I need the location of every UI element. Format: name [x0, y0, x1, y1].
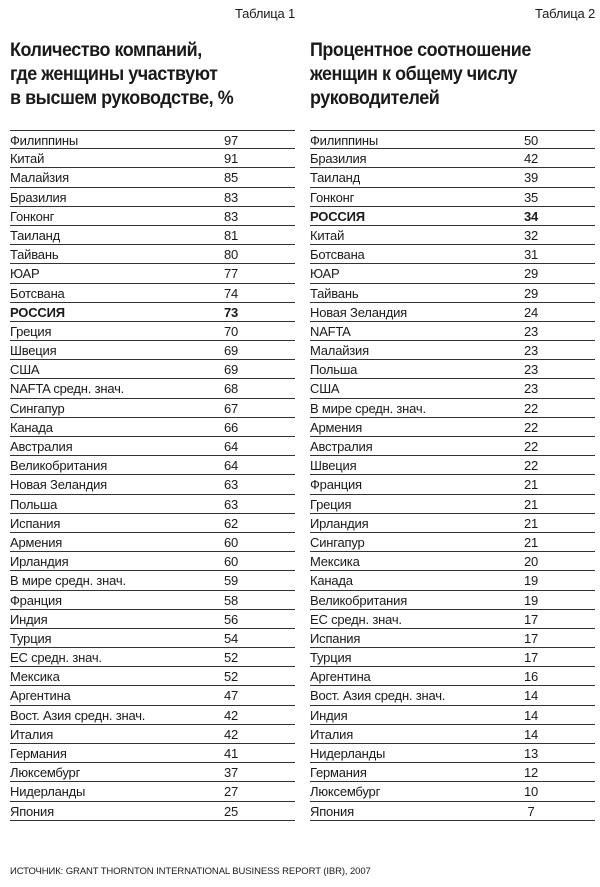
- country-name: Япония: [10, 803, 54, 819]
- value-cell: 83: [223, 208, 239, 224]
- value-cell: 27: [223, 784, 239, 800]
- country-name: ЮАР: [10, 266, 40, 282]
- country-name: ЕС средн. знач.: [10, 650, 102, 666]
- value-cell: 22: [523, 458, 539, 474]
- value-cell: 42: [523, 151, 539, 167]
- table-row: [310, 744, 595, 763]
- country-name: Ирландия: [310, 515, 369, 531]
- source-note: ИСТОЧНИК: GRANT THORNTON INTERNATIONAL BUSINESS REPORT (IBR), 2007: [10, 866, 371, 877]
- value-cell: 80: [223, 247, 239, 263]
- country-name: Гонконг: [10, 208, 55, 224]
- country-name: В мире средн. знач.: [10, 573, 126, 589]
- country-name: Франция: [310, 477, 362, 493]
- table-row: [10, 418, 295, 437]
- value-cell: 60: [223, 554, 239, 570]
- table-row: [10, 706, 295, 725]
- table-row: [310, 130, 595, 149]
- table-1-rows: [10, 130, 295, 821]
- table-row: [310, 149, 595, 168]
- table-row: [310, 226, 595, 245]
- value-cell: 20: [523, 554, 539, 570]
- country-name: Мексика: [310, 554, 360, 570]
- table-row: [10, 571, 295, 590]
- table-row: [310, 648, 595, 667]
- value-cell: 52: [223, 669, 239, 685]
- country-name: Индия: [310, 707, 348, 723]
- table-row: [310, 725, 595, 744]
- table-row: [310, 475, 595, 494]
- table-row: [10, 284, 295, 303]
- table-1-label: Таблица 1: [234, 6, 295, 21]
- country-name: Люксембург: [10, 765, 81, 781]
- table-2-title-line: руководителей: [310, 87, 440, 109]
- value-cell: 14: [523, 707, 539, 723]
- country-name: Люксембург: [310, 784, 381, 800]
- table-row: [10, 264, 295, 283]
- country-name: NAFTA средн. знач.: [10, 381, 125, 397]
- value-cell: 58: [223, 592, 239, 608]
- country-name: Великобритания: [310, 592, 408, 608]
- table-row: [10, 802, 295, 821]
- country-name: Индия: [10, 611, 48, 627]
- value-cell: 37: [223, 765, 239, 781]
- value-cell: 52: [223, 650, 239, 666]
- value-cell: 83: [223, 189, 239, 205]
- country-name: Швеция: [10, 343, 57, 359]
- country-name: Мексика: [10, 669, 60, 685]
- table-row: [10, 763, 295, 782]
- table-row: [10, 360, 295, 379]
- value-cell: 21: [523, 534, 539, 550]
- value-cell: 21: [523, 515, 539, 531]
- value-cell: 73: [223, 304, 239, 320]
- country-name: Филиппины: [10, 133, 79, 148]
- value-cell: 19: [523, 592, 539, 608]
- table-row: [10, 437, 295, 456]
- value-cell: 31: [523, 247, 539, 263]
- table-row: [310, 571, 595, 590]
- table-row: [10, 226, 295, 245]
- value-cell: 56: [223, 611, 239, 627]
- table-row: [10, 514, 295, 533]
- country-name: Гонконг: [310, 189, 355, 205]
- country-name: Тайвань: [310, 285, 359, 301]
- country-name: Япония: [310, 803, 354, 819]
- value-cell: 64: [223, 458, 239, 474]
- table-row: [310, 379, 595, 398]
- value-cell: 23: [523, 343, 539, 359]
- table-1-title-line: в высшем руководстве, %: [10, 87, 234, 109]
- value-cell: 22: [523, 439, 539, 454]
- value-cell: 41: [223, 746, 239, 761]
- table-row: [10, 725, 295, 744]
- table-1-title: [10, 38, 272, 134]
- country-name: Новая Зеландия: [10, 477, 107, 493]
- table-row: [310, 706, 595, 725]
- table-row: [310, 629, 595, 648]
- value-cell: 63: [223, 496, 239, 512]
- value-cell: 21: [523, 477, 539, 493]
- table-row: [10, 188, 295, 207]
- value-cell: 17: [523, 650, 539, 666]
- country-name: Малайзия: [10, 170, 69, 186]
- value-cell: 64: [223, 439, 239, 454]
- value-cell: 47: [223, 688, 239, 704]
- table-row: [310, 437, 595, 456]
- value-cell: 70: [223, 323, 239, 339]
- value-cell: 39: [523, 170, 539, 186]
- table-row: [310, 763, 595, 782]
- table-row: [10, 591, 295, 610]
- value-cell: 81: [223, 227, 239, 243]
- value-cell: 13: [523, 746, 539, 761]
- country-name: Таиланд: [10, 227, 61, 243]
- value-cell: 22: [523, 419, 539, 435]
- country-name: РОССИЯ: [10, 304, 65, 320]
- country-name: Вост. Азия средн. знач.: [10, 707, 146, 723]
- country-name: Германия: [310, 765, 367, 781]
- table-row: [10, 744, 295, 763]
- country-name: ЮАР: [310, 266, 340, 282]
- country-name: Нидерланды: [10, 784, 86, 800]
- country-name: Австралия: [310, 439, 373, 454]
- value-cell: 23: [523, 381, 539, 397]
- value-cell: 23: [523, 323, 539, 339]
- value-cell: 29: [523, 285, 539, 301]
- value-cell: 68: [223, 381, 239, 397]
- table-row: [10, 456, 295, 475]
- table-2-rows: [310, 130, 595, 821]
- country-name: ЕС средн. знач.: [310, 611, 402, 627]
- table-row: [310, 245, 595, 264]
- table-row: [310, 207, 595, 226]
- value-cell: 60: [223, 534, 239, 550]
- table-row: [10, 379, 295, 398]
- value-cell: 17: [523, 611, 539, 627]
- table-row: [310, 667, 595, 686]
- country-name: Франция: [10, 592, 62, 608]
- table-1-title-line: Количество компаний,: [10, 39, 202, 61]
- table-row: [10, 475, 295, 494]
- country-name: Ботсвана: [310, 247, 365, 263]
- table-row: [310, 360, 595, 379]
- table-2-label: Таблица 2: [534, 6, 595, 21]
- table-row: [10, 533, 295, 552]
- country-name: Китай: [10, 151, 45, 167]
- table-2-title-line: Процентное соотношение: [310, 39, 531, 61]
- country-name: Сингапур: [10, 400, 65, 416]
- table-row: [310, 188, 595, 207]
- value-cell: 23: [523, 362, 539, 378]
- country-name: Италия: [310, 726, 354, 742]
- table-row: [10, 303, 295, 322]
- table-2-title: [310, 38, 572, 134]
- country-name: Китай: [310, 227, 345, 243]
- country-name: Австралия: [10, 439, 73, 454]
- value-cell: 50: [523, 133, 539, 148]
- value-cell: 67: [223, 400, 239, 416]
- country-name: Испания: [310, 630, 361, 646]
- table-row: [10, 207, 295, 226]
- value-cell: 24: [523, 304, 539, 320]
- country-name: NAFTA: [310, 323, 351, 339]
- table-row: [310, 303, 595, 322]
- table-row: [10, 648, 295, 667]
- country-name: Аргентина: [10, 688, 71, 704]
- table-row: [10, 495, 295, 514]
- country-name: Греция: [310, 496, 352, 512]
- country-name: Турция: [310, 650, 352, 666]
- value-cell: 42: [223, 726, 239, 742]
- table-row: [310, 495, 595, 514]
- country-name: Ирландия: [10, 554, 69, 570]
- value-cell: 14: [523, 726, 539, 742]
- value-cell: 69: [223, 362, 239, 378]
- country-name: Испания: [10, 515, 61, 531]
- table-row: [10, 341, 295, 360]
- value-cell: 29: [523, 266, 539, 282]
- country-name: РОССИЯ: [310, 208, 365, 224]
- table-row: [310, 591, 595, 610]
- table-row: [10, 149, 295, 168]
- value-cell: 85: [223, 170, 239, 186]
- table-row: [10, 667, 295, 686]
- value-cell: 54: [223, 630, 239, 646]
- table-1-title-line: где женщины участвуют: [10, 63, 218, 85]
- country-name: Малайзия: [310, 343, 369, 359]
- table-row: [310, 418, 595, 437]
- table-row: [10, 629, 295, 648]
- country-name: Германия: [10, 746, 67, 761]
- value-cell: 69: [223, 343, 239, 359]
- table-row: [10, 782, 295, 801]
- value-cell: 16: [523, 669, 539, 685]
- table-row: [10, 686, 295, 705]
- table-row: [310, 341, 595, 360]
- value-cell: 42: [223, 707, 239, 723]
- country-name: Италия: [10, 726, 54, 742]
- country-name: Нидерланды: [310, 746, 386, 761]
- country-name: Бразилия: [10, 189, 67, 205]
- country-name: Армения: [10, 534, 63, 550]
- value-cell: 32: [523, 227, 539, 243]
- value-cell: 59: [223, 573, 239, 589]
- country-name: Таиланд: [310, 170, 361, 186]
- table-1-panel: [10, 0, 295, 819]
- country-name: Польша: [10, 496, 58, 512]
- country-name: Тайвань: [10, 247, 59, 263]
- value-cell: 62: [223, 515, 239, 531]
- country-name: Сингапур: [310, 534, 365, 550]
- country-name: Филиппины: [310, 133, 379, 148]
- value-cell: 97: [223, 133, 239, 148]
- table-row: [310, 284, 595, 303]
- table-row: [10, 168, 295, 187]
- country-name: Польша: [310, 362, 358, 378]
- country-name: Швеция: [310, 458, 357, 474]
- value-cell: 12: [523, 765, 539, 781]
- value-cell: 25: [223, 803, 239, 819]
- value-cell: 35: [523, 189, 539, 205]
- country-name: Армения: [310, 419, 363, 435]
- table-row: [310, 802, 595, 821]
- value-cell: 91: [223, 151, 239, 167]
- table-row: [10, 322, 295, 341]
- value-cell: 74: [223, 285, 239, 301]
- table-row: [10, 399, 295, 418]
- table-row: [310, 322, 595, 341]
- value-cell: 34: [523, 208, 539, 224]
- country-name: Вост. Азия средн. знач.: [310, 688, 446, 704]
- value-cell: 66: [223, 419, 239, 435]
- country-name: Бразилия: [310, 151, 367, 167]
- table-2-panel: [310, 0, 595, 819]
- table-row: [310, 552, 595, 571]
- value-cell: 17: [523, 630, 539, 646]
- country-name: США: [10, 362, 40, 378]
- value-cell: 21: [523, 496, 539, 512]
- value-cell: 14: [523, 688, 539, 704]
- country-name: Аргентина: [310, 669, 371, 685]
- table-row: [310, 264, 595, 283]
- value-cell: 63: [223, 477, 239, 493]
- table-row: [10, 610, 295, 629]
- table-row: [10, 130, 295, 149]
- value-cell: 7: [527, 803, 535, 819]
- country-name: Новая Зеландия: [310, 304, 407, 320]
- country-name: Канада: [310, 573, 353, 589]
- country-name: США: [310, 381, 340, 397]
- table-row: [310, 686, 595, 705]
- value-cell: 19: [523, 573, 539, 589]
- country-name: Великобритания: [10, 458, 108, 474]
- country-name: Турция: [10, 630, 52, 646]
- table-row: [10, 245, 295, 264]
- table-row: [310, 456, 595, 475]
- table-row: [310, 533, 595, 552]
- table-row: [310, 168, 595, 187]
- value-cell: 10: [523, 784, 539, 800]
- country-name: Ботсвана: [10, 285, 65, 301]
- table-row: [10, 552, 295, 571]
- table-row: [310, 514, 595, 533]
- country-name: Греция: [10, 323, 52, 339]
- table-row: [310, 610, 595, 629]
- value-cell: 22: [523, 400, 539, 416]
- table-row: [310, 399, 595, 418]
- country-name: В мире средн. знач.: [310, 400, 426, 416]
- table-2-title-line: женщин к общему числу: [310, 63, 518, 85]
- table-row: [310, 782, 595, 801]
- country-name: Канада: [10, 419, 53, 435]
- value-cell: 77: [223, 266, 239, 282]
